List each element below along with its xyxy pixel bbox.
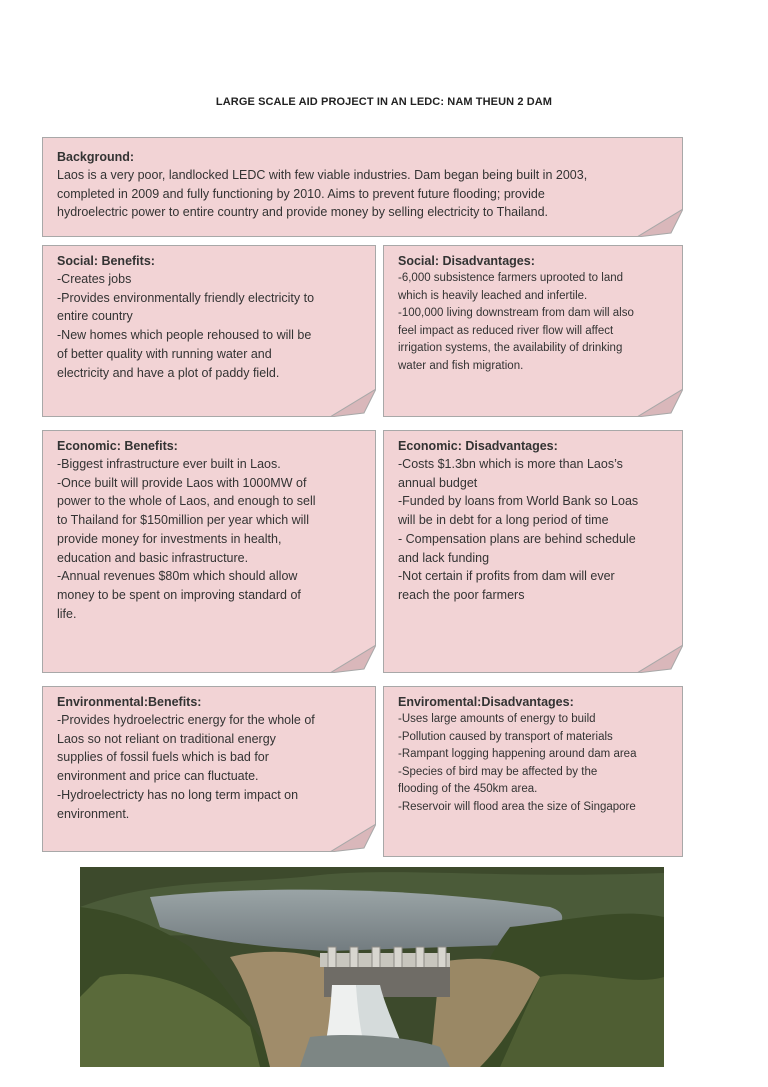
environmental-disadvantages-line: -Reservoir will flood area the size of Singapore — [398, 800, 636, 813]
economic-disadvantages-line: reach the poor farmers — [398, 587, 525, 602]
background-line: completed in 2009 and fully functioning by 2010. Aims to prevent future flooding; provide — [57, 186, 545, 201]
economic-benefits-line: provide money for investments in health, — [57, 531, 282, 546]
social-disadvantages-line: -6,000 subsistence farmers uprooted to land — [398, 272, 624, 284]
environmental-benefits-heading: Environmental:Benefits: — [57, 695, 202, 709]
page-curl-icon — [637, 645, 683, 673]
social-disadvantages-line: irrigation systems, the availability of drinking — [398, 342, 623, 354]
environmental-benefits-line: Laos so not reliant on traditional energy — [57, 731, 276, 746]
background-note — [42, 137, 683, 237]
economic-disadvantages-line: - Compensation plans are behind schedule — [398, 531, 636, 546]
page-curl-icon — [330, 824, 376, 852]
social-benefits-line: -New homes which people rehoused to will be — [57, 328, 312, 343]
economic-disadvantages-note — [383, 430, 683, 673]
economic-benefits-line: power to the whole of Laos, and enough to sell — [57, 494, 316, 509]
page-title: LARGE SCALE AID PROJECT IN AN LEDC: NAM THEUN 2 DAM — [215, 96, 553, 108]
social-disadvantages-line: -100,000 living downstream from dam will also — [398, 307, 634, 319]
economic-benefits-line: education and basic infrastructure. — [57, 550, 249, 565]
social-benefits-heading: Social: Benefits: — [57, 254, 155, 268]
background-heading: Background: — [57, 150, 135, 164]
page-curl-icon — [330, 389, 376, 417]
economic-benefits-note — [42, 430, 376, 673]
environmental-disadvantages-note — [383, 686, 683, 857]
social-benefits-line: -Creates jobs — [57, 272, 132, 286]
economic-disadvantages-line: -Not certain if profits from dam will ever — [398, 569, 615, 584]
social-benefits-note — [42, 245, 376, 417]
economic-disadvantages-line: and lack funding — [398, 550, 490, 565]
page-curl-icon — [637, 209, 683, 237]
environmental-benefits-line: environment. — [57, 806, 130, 821]
economic-benefits-heading: Economic: Benefits: — [57, 439, 178, 453]
environmental-benefits-line: environment and price can fluctuate. — [57, 769, 259, 784]
background-line: hydroelectric power to entire country and provide money by selling electricity to Thailand. — [57, 205, 548, 220]
social-disadvantages-line: feel impact as reduced river flow will affect — [398, 324, 614, 337]
economic-disadvantages-heading: Economic: Disadvantages: — [398, 439, 558, 453]
social-disadvantages-line: water and fish migration. — [398, 359, 524, 372]
environmental-disadvantages-line: flooding of the 450km area. — [398, 783, 538, 795]
economic-benefits-line: -Biggest infrastructure ever built in Laos. — [57, 457, 281, 471]
environmental-disadvantages-line: -Species of bird may be affected by the — [398, 765, 598, 778]
economic-disadvantages-line: will be in debt for a long period of time — [398, 513, 609, 528]
environmental-disadvantages-line: -Uses large amounts of energy to build — [398, 713, 596, 725]
social-disadvantages-note — [383, 245, 683, 417]
social-disadvantages-heading: Social: Disadvantages: — [398, 254, 535, 268]
page-curl-icon — [330, 645, 376, 673]
economic-benefits-line: life. — [57, 606, 77, 621]
social-benefits-line: electricity and have a plot of paddy field. — [57, 365, 280, 380]
social-disadvantages-line: which is heavily leached and infertile. — [398, 289, 588, 302]
background-line: Laos is a very poor, landlocked LEDC with few viable industries. Dam began being built in 2003, — [57, 168, 588, 182]
economic-benefits-line: -Once built will provide Laos with 1000MW of — [57, 475, 307, 490]
environmental-benefits-line: -Hydroelectricty has no long term impact on — [57, 787, 299, 802]
economic-benefits-line: to Thailand for $150million per year which will — [57, 513, 309, 528]
economic-benefits-line: -Annual revenues $80m which should allow — [57, 569, 298, 584]
environmental-benefits-line: supplies of fossil fuels which is bad for — [57, 750, 269, 765]
social-benefits-line: of better quality with running water and — [57, 346, 272, 361]
economic-benefits-line: money to be spent on improving standard of — [57, 587, 301, 602]
environmental-benefits-note — [42, 686, 376, 852]
economic-disadvantages-line: -Funded by loans from World Bank so Loas — [398, 494, 639, 509]
dam-photo — [80, 867, 664, 1067]
page-curl-icon — [637, 389, 683, 417]
social-benefits-line: entire country — [57, 309, 133, 324]
environmental-disadvantages-heading: Enviromental:Disadvantages: — [398, 695, 574, 709]
social-benefits-line: -Provides environmentally friendly electricity to — [57, 290, 315, 305]
economic-disadvantages-line: -Costs $1.3bn which is more than Laos’s — [398, 457, 623, 471]
environmental-benefits-line: -Provides hydroelectric energy for the whole of — [57, 713, 315, 727]
dam-illustration — [80, 867, 664, 1067]
economic-disadvantages-line: annual budget — [398, 475, 478, 490]
environmental-disadvantages-line: -Pollution caused by transport of materials — [398, 730, 613, 743]
environmental-disadvantages-line: -Rampant logging happening around dam area — [398, 748, 637, 760]
